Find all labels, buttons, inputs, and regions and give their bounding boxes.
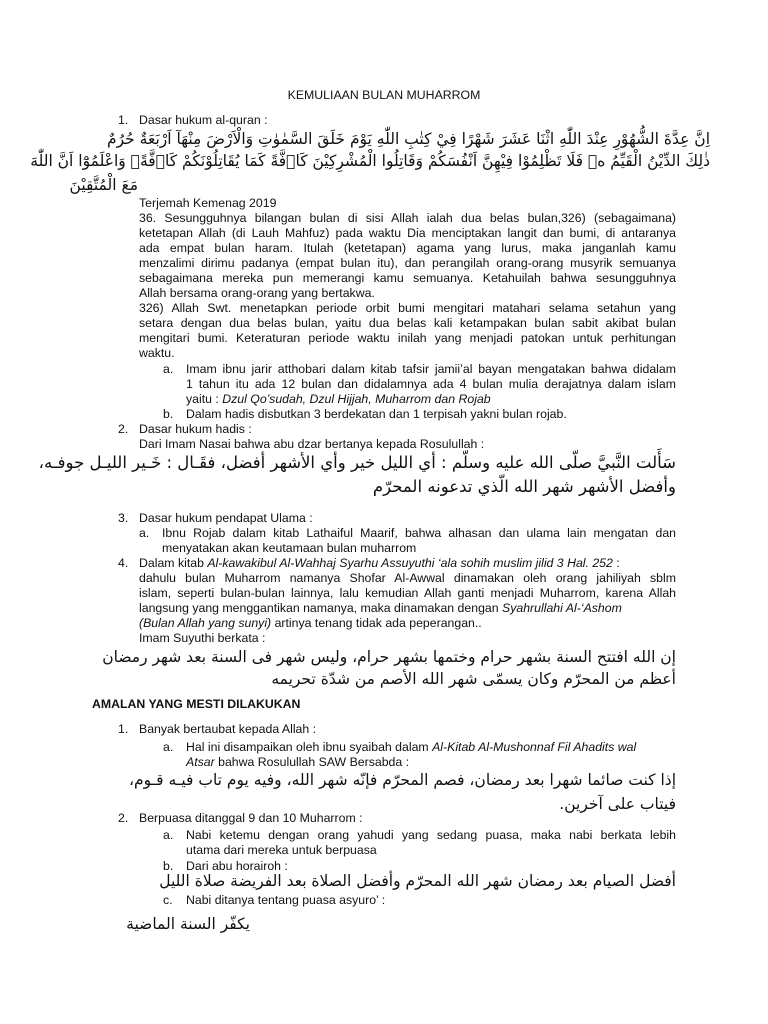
book-title: Al-kawakibul Al-Wahhaj Syarhu Assuyuthi ‘ala sohih muslim jilid 3 Hal. 252 (207, 556, 613, 570)
hadith-intro: Dari Imam Nasai bahwa abu dzar bertanya kepada Rosulullah : (139, 437, 485, 451)
quran-verse-line: مَعَ الْمُتَّقِيْنَ (69, 176, 138, 194)
sub-item-line: utama dari mereka untuk berpuasa (186, 843, 377, 857)
translation-line: 36. Sesungguhnya bilangan bulan di sisi Allah ialah dua belas bulan,326) (sebagaimana) (139, 211, 676, 225)
sub-item-line: menyatakan akan keutamaan bulan muharrom (162, 541, 417, 555)
text-run: artinya tenang tidak ada peperangan.. (271, 616, 482, 630)
hadith-arabic-line: وأفضل الأشهر شهر الله الّذي تدعونه المحرّم (372, 477, 676, 496)
hadith-arabic-line: إذا كنت صائما شهرا بعد رمضان، فصم المحرّم فإنّه شهر الله، وفيه يوم تاب فيـه قـوم، (129, 771, 676, 789)
sub-item-letter: a. (163, 740, 174, 754)
item-number: 1. (118, 113, 129, 127)
paragraph-line: dahulu bulan Muharrom namanya Shofar Al-Awwal dinamakan oleh orang jahiliyah sblm (139, 571, 676, 585)
paragraph-line (139, 556, 620, 571)
section-label: Berpuasa ditanggal 9 dan 10 Muharrom : (139, 811, 363, 825)
translation-line: ada empat bulan haram. Itulah (ketetapan) agama yang lurus, maka janganlah kamu (139, 241, 676, 255)
item-number: 4. (118, 556, 129, 570)
translation-line: Allah bersama orang-orang yang bertakwa. (139, 286, 375, 300)
sub-item-line (186, 392, 491, 407)
text-run: yaitu : (186, 392, 223, 406)
footnote-line: 326) Allah Swt. menetapkan periode orbit bumi mengitari matahari selama setahun yang (139, 301, 676, 315)
month-names: Dzul Qo’sudah, Dzul Hijjah, Muharrom dan Rojab (222, 392, 491, 406)
paragraph-line: Imam Suyuthi berkata : (139, 631, 266, 645)
text-run: bahwa Rosulullah SAW Bersabda : (214, 755, 410, 769)
item-number: 3. (118, 511, 129, 525)
quote-arabic-line: أعظم من المحرّم وكان يسمّى شهر الله الأصم من شدّة تحريمه (271, 670, 676, 688)
section-heading: AMALAN YANG MESTI DILAKUKAN (92, 697, 301, 711)
section-label: Dasar hukum al-quran : (139, 113, 268, 127)
hadith-arabic-line: فيتاب على آخرين. (559, 795, 676, 813)
text-run: Hal ini disampaikan oleh ibnu syaibah dalam (186, 740, 433, 754)
translation-line: sebagaimana mereka pun memerangi kamu semuanya. Ketahuilah bahwa sesungguhnya (139, 271, 676, 285)
hadith-arabic-line: سَأَلت النَّبيَّ صلّى الله عليه وسلّم : أي الليل خير وأي الأشهر أفضل، فقَـال : خَـير الليـل جوفـه، (38, 453, 676, 472)
month-meaning: (Bulan Allah yang sunyi) (139, 616, 272, 630)
paragraph-line (139, 616, 482, 631)
sub-item-line: Dalam hadis disbutkan 3 berdekatan dan 1 terpisah yakni bulan rojab. (186, 407, 567, 421)
quran-verse-line: ذٰلِكَ الدِّيْنُ الْقَيِّمُ ەۙ فَلَا تَظْلِمُوْا فِيْهِنَّ اَنْفُسَكُمْ وَقَاتِلُوا الْمُشْرِكِيْنَ كَاۤفَّةً كَمَا يُقَاتِلُوْنَكُمْ كَاۤفَّةًۗ وَاعْلَمُوْٓا اَنَّ اللّٰهَ (30, 152, 710, 170)
translation-line: menzalimi dirimu padanya (empat bulan itu), dan perangilah orang-orang musyrik semuanya (139, 256, 676, 270)
sub-item-line: Imam ibnu jarir atthobari dalam kitab tafsir jamii’al bayan mengatakan bahwa didalam (186, 362, 676, 376)
sub-item-line: 1 tahun itu ada 12 bulan dan didalamnya ada 4 bulan mulia derajatnya dalam islam (186, 377, 676, 391)
section-label: Dasar hukum hadis : (139, 422, 252, 436)
paragraph-line: islam, seperti bulan-bulan lainnya, lalu kemudian Allah ganti menjadi Muharrom, karena Allah (139, 586, 676, 600)
sub-item-line (186, 740, 636, 755)
footnote-line: mengitari bumi. Keteraturan periode waktu inilah yang menjadi patokan untuk perhitungan (139, 331, 676, 345)
section-label: Banyak bertaubat kepada Allah : (139, 722, 317, 736)
item-number: 1. (118, 722, 129, 736)
section-label: Dasar hukum pendapat Ulama : (139, 511, 313, 525)
book-title: Atsar (186, 755, 215, 769)
sub-item-letter: b. (163, 407, 174, 421)
footnote-line: waktu. (139, 346, 175, 360)
sub-item-letter: c. (163, 893, 173, 907)
item-number: 2. (118, 811, 129, 825)
sub-item-line: Dari abu horairoh : (186, 859, 288, 873)
text-run: : (612, 556, 620, 570)
translation-line: ketetapan Allah (di Lauh Mahfuz) pada waktu Dia menciptakan langit dan bumi, di antaranya (139, 226, 676, 240)
footnote-line: setara dengan dua belas bulan, yaitu dua belas kali ketampakan bulan sabit akibat bulan (139, 316, 676, 330)
text-run: Dalam kitab (139, 556, 208, 570)
hadith-arabic-line: أفضل الصيام بعد رمضان شهر الله المحرّم وأفضل الصلاة بعد الفريضة صلاة الليل (159, 872, 676, 890)
book-title: Al-Kitab Al-Mushonnaf Fil Ahadits wal (432, 740, 637, 754)
paragraph-line (139, 601, 622, 616)
document-title: KEMULIAAN BULAN MUHARROM (287, 88, 481, 102)
text-run: langsung yang menggantikan namanya, maka dinamakan dengan (139, 601, 503, 615)
translation-heading: Terjemah Kemenag 2019 (139, 196, 277, 210)
item-number: 2. (118, 422, 129, 436)
quran-verse-line: اِنَّ عِدَّةَ الشُّهُوْرِ عِنْدَ اللّٰهِ اثْنَا عَشَرَ شَهْرًا فِيْ كِتٰبِ اللّٰهِ يَوْمَ خَلَقَ السَّمٰوٰتِ وَالْاَرْضَ مِنْهَآ اَرْبَعَةٌ حُرُمٌ (107, 130, 710, 148)
sub-item-line: Nabi ditanya tentang puasa asyuro’ : (186, 893, 386, 907)
sub-item-letter: a. (139, 526, 150, 540)
month-name: Syahrullahi Al-‘Ashom (502, 601, 622, 615)
sub-item-letter: a. (163, 362, 174, 376)
hadith-arabic-line: يكفّر السنة الماضية (126, 915, 250, 933)
quote-arabic-line: إن الله افتتح السنة بشهر حرام وختمها بشهر حرام، وليس شهر فى السنة بعد شهر رمضان (102, 648, 676, 666)
sub-item-line: Nabi ketemu dengan orang yahudi yang sedang puasa, maka nabi berkata lebih (186, 828, 676, 842)
sub-item-letter: a. (163, 828, 174, 842)
sub-item-letter: b. (163, 859, 174, 873)
sub-item-line: Ibnu Rojab dalam kitab Lathaiful Maarif, bahwa alhasan dan ulama lain mengatan dan (162, 526, 676, 540)
